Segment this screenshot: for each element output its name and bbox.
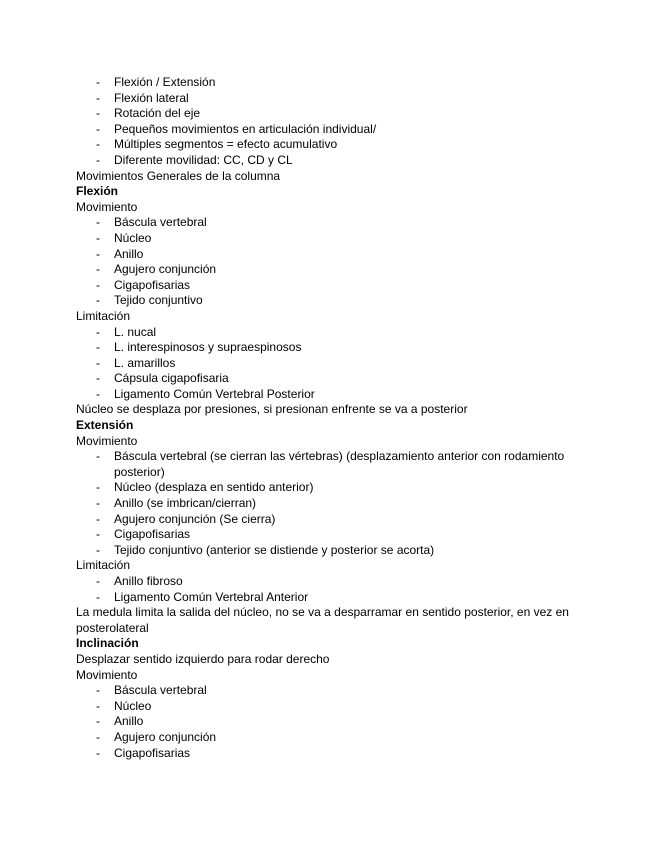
list-item <box>76 293 576 309</box>
dash-bullet-icon: - <box>96 511 100 526</box>
list-item <box>76 75 576 91</box>
list-item-text: Rotación del eje <box>114 106 201 121</box>
list-item-text: Pequeños movimientos en articulación individual/ <box>114 121 377 136</box>
list-item-text: Cigapofisarias <box>114 745 191 760</box>
list-item <box>76 699 576 715</box>
list-item <box>76 512 576 528</box>
list-item-text: L. amarillos <box>114 355 176 370</box>
list-item <box>76 480 576 496</box>
dash-bullet-icon: - <box>96 137 100 152</box>
list-item <box>76 153 576 169</box>
list-item-text: Ligamento Común Vertebral Anterior <box>114 589 309 604</box>
bullet-list <box>76 75 576 169</box>
paragraph: La medula limita la salida del núcleo, no se va a desparramar en sentido posterior, en vez en posterolateral <box>76 605 569 635</box>
section-heading: Flexión <box>76 184 119 199</box>
dash-bullet-icon: - <box>96 340 100 355</box>
list-item-text: Cigapofisarias <box>114 277 191 292</box>
list-item-text: Anillo (se imbrican/cierran) <box>114 496 257 511</box>
dash-bullet-icon: - <box>96 714 100 729</box>
list-item <box>76 262 576 278</box>
dash-bullet-icon: - <box>96 230 100 245</box>
list-item-text: Anillo <box>114 714 144 729</box>
list-item-text: Anillo fibroso <box>114 574 183 588</box>
list-item-text: Báscula vertebral <box>114 683 207 698</box>
list-item-text: Agujero conjunción <box>114 729 217 744</box>
section-heading: Extensión <box>76 418 134 433</box>
dash-bullet-icon: - <box>96 683 100 698</box>
list-item <box>76 325 576 341</box>
list-item-text: Tejido conjuntivo (anterior se distiende y posterior se acorta) <box>114 542 435 557</box>
paragraph: Movimiento <box>76 433 138 448</box>
list-item-text: Agujero conjunción (Se cierra) <box>114 511 276 526</box>
list-item <box>76 449 576 480</box>
paragraph: Núcleo se desplaza por presiones, si presionan enfrente se va a posterior <box>76 402 468 417</box>
list-item-text: Ligamento Común Vertebral Posterior <box>114 386 315 401</box>
dash-bullet-icon: - <box>96 152 100 167</box>
dash-bullet-icon: - <box>96 262 100 277</box>
dash-bullet-icon: - <box>96 449 100 464</box>
document-body <box>76 75 576 761</box>
section-heading: Inclinación <box>76 636 139 651</box>
dash-bullet-icon: - <box>96 745 100 760</box>
list-item-text: Cigapofisarias <box>114 527 191 542</box>
list-item-text: Cápsula cigapofisaria <box>114 371 229 386</box>
paragraph: Movimiento <box>76 667 138 682</box>
list-item-text: L. nucal <box>114 324 157 339</box>
list-item-text: Flexión / Extensión <box>114 75 216 89</box>
list-item-text: Diferente movilidad: CC, CD y CL <box>114 152 293 167</box>
dash-bullet-icon: - <box>96 698 100 713</box>
dash-bullet-icon: - <box>96 106 100 121</box>
dash-bullet-icon: - <box>96 293 100 308</box>
list-item-text: Flexión lateral <box>114 90 189 105</box>
dash-bullet-icon: - <box>96 386 100 401</box>
list-item-text: Núcleo <box>114 698 152 713</box>
paragraph: Limitación <box>76 308 131 323</box>
bullet-list <box>76 215 576 309</box>
list-item <box>76 730 576 746</box>
list-item <box>76 231 576 247</box>
dash-bullet-icon: - <box>96 121 100 136</box>
dash-bullet-icon: - <box>96 496 100 511</box>
list-item <box>76 527 576 543</box>
dash-bullet-icon: - <box>96 589 100 604</box>
list-item-text: Núcleo <box>114 230 152 245</box>
dash-bullet-icon: - <box>96 371 100 386</box>
dash-bullet-icon: - <box>96 246 100 261</box>
list-item-text: Múltiples segmentos = efecto acumulativo <box>114 137 338 152</box>
dash-bullet-icon: - <box>96 729 100 744</box>
list-item <box>76 590 576 606</box>
list-item <box>76 91 576 107</box>
dash-bullet-icon: - <box>96 542 100 557</box>
list-item <box>76 543 576 559</box>
list-item <box>76 746 576 762</box>
list-item <box>76 122 576 138</box>
list-item <box>76 574 576 590</box>
dash-bullet-icon: - <box>96 480 100 495</box>
bullet-list <box>76 325 576 403</box>
list-item <box>76 106 576 122</box>
list-item <box>76 215 576 231</box>
list-item-text: L. interespinosos y supraespinosos <box>114 340 302 355</box>
bullet-list <box>76 449 576 558</box>
list-item <box>76 714 576 730</box>
list-item <box>76 278 576 294</box>
list-item <box>76 371 576 387</box>
list-item-text: Tejido conjuntivo <box>114 293 203 308</box>
list-item-text: Báscula vertebral (se cierran las vértebras) (desplazamiento anterior con rodamiento posterior) <box>114 449 565 479</box>
list-item-text: Agujero conjunción <box>114 262 217 277</box>
dash-bullet-icon: - <box>96 75 100 89</box>
dash-bullet-icon: - <box>96 215 100 230</box>
list-item-text: Báscula vertebral <box>114 215 207 230</box>
dash-bullet-icon: - <box>96 277 100 292</box>
paragraph: Limitación <box>76 558 131 573</box>
paragraph: Movimiento <box>76 199 138 214</box>
list-item <box>76 137 576 153</box>
bullet-list <box>76 683 576 761</box>
list-item <box>76 247 576 263</box>
list-item <box>76 387 576 403</box>
list-item <box>76 496 576 512</box>
list-item <box>76 683 576 699</box>
list-item-text: Anillo <box>114 246 144 261</box>
bullet-list <box>76 574 576 605</box>
paragraph: Desplazar sentido izquierdo para rodar derecho <box>76 651 330 666</box>
dash-bullet-icon: - <box>96 527 100 542</box>
dash-bullet-icon: - <box>96 90 100 105</box>
dash-bullet-icon: - <box>96 574 100 588</box>
dash-bullet-icon: - <box>96 324 100 339</box>
list-item-text: Núcleo (desplaza en sentido anterior) <box>114 480 314 495</box>
list-item <box>76 340 576 356</box>
paragraph: Movimientos Generales de la columna <box>76 168 281 183</box>
dash-bullet-icon: - <box>96 355 100 370</box>
list-item <box>76 356 576 372</box>
